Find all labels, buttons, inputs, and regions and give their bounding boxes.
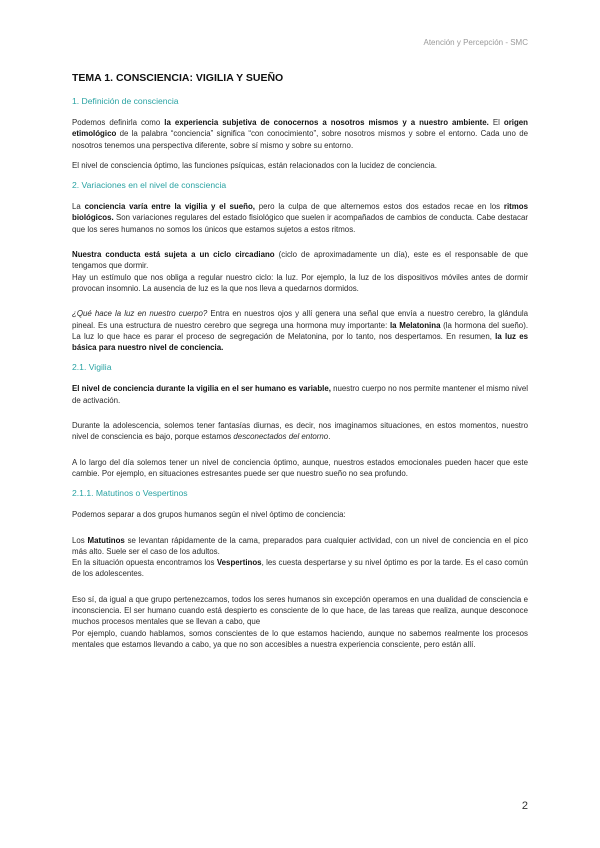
paragraph: Nuestra conducta está sujeta a un ciclo circadiano (ciclo de aproximadamente un día), este es el responsable de que tengamos que dormir. Hay un estímulo que nos obliga a regular nuestro ciclo: la luz. Por ejemplo, la luz de los dispositivos móviles antes de dormir provocan insomnio. La ausencia de luz es la que nos lleva a quedarnos dormidos.	[72, 250, 528, 293]
section-heading: 2. Variaciones en el nivel de consciencia	[72, 180, 227, 191]
running-header: Atención y Percepción - SMC	[423, 38, 528, 47]
section-heading: 2.1.1. Matutinos o Vespertinos	[72, 488, 188, 499]
paragraph: La conciencia varía entre la vigilia y el sueño, pero la culpa de que alternemos estos dos estados recae en los ritmos biológicos. Son variaciones regulares del estado fisiológico que suelen ir acompañados de cambios de conducta. Cabe destacar que los seres humanos no somos los únicos que estamos sujetos a estos ritmos.	[72, 202, 528, 234]
paragraph: Podemos definirla como la experiencia subjetiva de conocernos a nosotros mismos y a nuestro ambiente. El origen etimológico de la palabra “conciencia” significa “con conocimiento”, sobre nosotros mismos y sobre el entorno. Cada uno de nosotros tenemos una perspectiva diferente, sobre sí mismo y sobre su entorno.	[72, 118, 528, 150]
document-body	[72, 72, 528, 659]
section-heading: 1. Definición de consciencia	[72, 96, 179, 106]
paragraph: A lo largo del día solemos tener un nivel de conciencia óptimo, aunque, nuestros estados emocionales pueden hacer que este cambie. Por ejemplo, en situaciones estresantes puede ser que nuestro sueño no sea profundo.	[72, 457, 528, 478]
paragraph: El nivel de conciencia durante la vigilia en el ser humano es variable, nuestro cuerpo no nos permite mantener el mismo nivel de activación.	[72, 384, 528, 405]
paragraph: ¿Qué hace la luz en nuestro cuerpo? Entra en nuestros ojos y allí genera una señal que envía a nuestro cerebro, la glándula pineal. Es una estructura de nuestro cerebro que segrega una hormona muy importante: la Melatonina (la hormona del sueño). La luz lo que hace es parar el proceso de segregación de Melatonina, por lo tanto, nos despertamos. En resumen, la luz es básica para nuestro nivel de conciencia.	[72, 309, 529, 353]
paragraph: Los Matutinos se levantan rápidamente de la cama, preparados para cualquier actividad, con un nivel de conciencia en el pico más alto. Suele ser el caso de los adultos. En la situación opuesta encontramos los Vespertinos, les cuesta despertarse y su nivel óptimo es por la tarde. Es el caso común de los adolescentes.	[72, 535, 529, 579]
paragraph: Eso sí, da igual a que grupo pertenezcamos, todos los seres humanos sin excepción operamos en una dualidad de consciencia e inconsciencia. El ser humano cuando está despierto es consciente de lo que hace, de las tareas que realiza, aunque desconoce muchos procesos mentales que se llevan a cabo, que Por ejemplo, cuando hablamos, somos conscientes de lo que estamos haciendo, aunque no sabemos realmente los procesos mentales que estamos llevando a cabo, ya que no son accesibles a nuestra experiencia consciente, pero están allí.	[72, 594, 528, 649]
paragraph: Durante la adolescencia, solemos tener fantasías diurnas, es decir, nos imaginamos situaciones, en estos momentos, nuestro nivel de consciencia es bajo, porque estamos desconectados del entorno.	[72, 421, 528, 442]
page-number: 2	[521, 800, 528, 812]
section-heading: 2.1. Vigilia	[72, 362, 112, 373]
paragraph: Podemos separar a dos grupos humanos según el nivel óptimo de conciencia:	[72, 510, 346, 520]
page-title: TEMA 1. CONSCIENCIA: VIGILIA Y SUEÑO	[72, 72, 284, 84]
paragraph: El nivel de consciencia óptimo, las funciones psíquicas, están relacionados con la lucidez de conciencia.	[72, 160, 437, 170]
